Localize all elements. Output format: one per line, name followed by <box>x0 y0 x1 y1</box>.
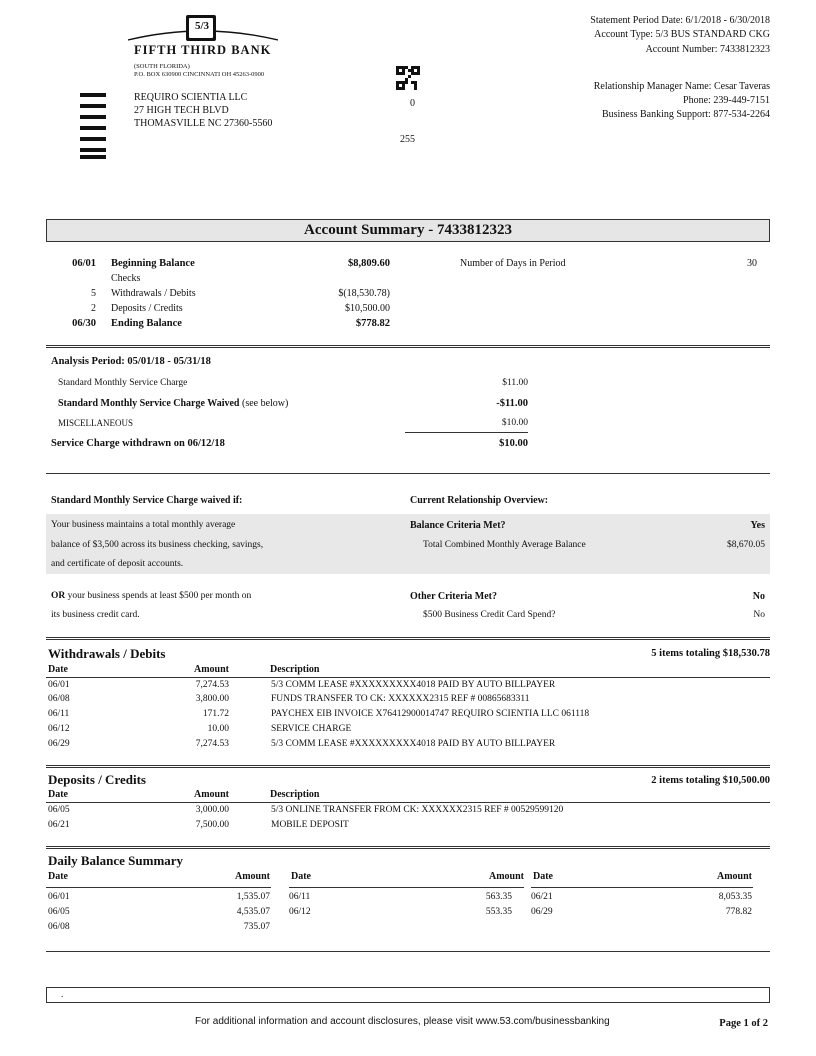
or-word: OR <box>51 591 66 601</box>
row-description: 5/3 COMM LEASE #XXXXXXXXX4018 PAID BY AUTO BILLPAYER <box>271 739 556 749</box>
header-rule <box>289 887 524 888</box>
waiver-title: Standard Monthly Service Charge waived if: <box>51 495 243 506</box>
customer-name: REQUIRO SCIENTIA LLC <box>134 92 248 103</box>
row-description: 5/3 COMM LEASE #XXXXXXXXX4018 PAID BY AUTO BILLPAYER <box>271 680 556 690</box>
waiver-or-row <box>51 591 251 601</box>
summary-label: Withdrawals / Debits <box>111 288 196 299</box>
row-description: MOBILE DEPOSIT <box>271 820 349 830</box>
balance-criteria-value: Yes <box>750 520 765 531</box>
summary-label: Ending Balance <box>111 318 182 329</box>
row-date: 06/08 <box>48 694 70 704</box>
header-rule <box>46 887 271 888</box>
page-number: Page 1 of 2 <box>719 1018 768 1029</box>
row-amount: 4,535.07 <box>236 907 270 917</box>
summary-amount: $10,500.00 <box>345 303 390 314</box>
customer-street: 27 HIGH TECH BLVD <box>134 105 229 116</box>
divider <box>46 345 770 348</box>
service-charge-withdrawn-amount: $10.00 <box>499 438 528 449</box>
bank-address: P.O. BOX 630900 CINCINNATI OH 45263-0900 <box>134 71 265 78</box>
row-date: 06/01 <box>48 892 70 902</box>
footer-info: For additional information and account disclosures, please visit www.53.com/businessbanking <box>195 1016 610 1027</box>
col-header-date: Date <box>533 871 553 882</box>
service-charge-withdrawn-label: Service Charge withdrawn on 06/12/18 <box>51 438 225 449</box>
row-date: 06/01 <box>48 680 70 690</box>
support-phone: Business Banking Support: 877-534-2264 <box>601 109 770 120</box>
bank-region: (SOUTH FLORIDA) <box>134 63 190 70</box>
row-amount: 735.07 <box>243 922 270 932</box>
bank-name: FIFTH THIRD BANK <box>134 43 272 57</box>
row-description: 5/3 ONLINE TRANSFER FROM CK: XXXXXX2315 REF # 00529599120 <box>271 805 564 815</box>
col-header-amount: Amount <box>193 789 229 800</box>
misc-amount: $10.00 <box>501 418 528 428</box>
divider <box>46 846 770 849</box>
row-amount: 553.35 <box>485 907 512 917</box>
account-number: Account Number: 7433812323 <box>645 44 770 55</box>
row-description: SERVICE CHARGE <box>271 724 352 734</box>
withdrawals-title: Withdrawals / Debits <box>48 646 166 661</box>
row-date: 06/29 <box>531 907 553 917</box>
row-description: PAYCHEX EIB INVOICE X76412900014747 REQUIRO SCIENTIA LLC 061118 <box>271 709 590 719</box>
analysis-title: Analysis Period: 05/01/18 - 05/31/18 <box>51 356 211 367</box>
combined-balance-value: $8,670.05 <box>727 540 765 550</box>
summary-amount: $(18,530.78) <box>338 288 390 299</box>
customer-city: THOMASVILLE NC 27360-5560 <box>134 118 273 129</box>
footer-message-box <box>46 987 770 1003</box>
row-amount: 3,000.00 <box>195 805 229 815</box>
manager-phone: Phone: 239-449-7151 <box>683 95 770 106</box>
row-date: 06/12 <box>48 724 70 734</box>
charge-waived-row <box>58 398 288 409</box>
header-rule <box>531 887 753 888</box>
col-header-amount: Amount <box>716 871 752 882</box>
divider <box>46 765 770 768</box>
row-amount: 171.72 <box>202 709 229 719</box>
charge-waived-note: (see below) <box>239 398 289 409</box>
summary-date: 06/01 <box>72 258 96 269</box>
row-amount: 3,800.00 <box>195 694 229 704</box>
divider <box>46 473 770 474</box>
deposits-total: 2 items totaling $10,500.00 <box>651 775 770 786</box>
row-date: 06/11 <box>48 709 70 719</box>
statement-period: Statement Period Date: 6/1/2018 - 6/30/2018 <box>590 15 770 26</box>
col-header-date: Date <box>48 789 68 800</box>
col-header-description: Description <box>270 789 320 800</box>
card-spend-value: No <box>753 610 765 620</box>
divider <box>46 951 770 952</box>
row-date: 06/05 <box>48 805 70 815</box>
row-date: 06/21 <box>48 820 70 830</box>
withdrawals-total: 5 items totaling $18,530.78 <box>651 648 770 659</box>
combined-balance-label: Total Combined Monthly Average Balance <box>423 540 586 550</box>
summary-count: 2 <box>91 303 96 314</box>
row-date: 06/21 <box>531 892 553 902</box>
qr-code <box>396 66 420 90</box>
deposits-title: Deposits / Credits <box>48 772 146 787</box>
waiver-text: Your business maintains a total monthly average <box>51 520 236 530</box>
row-date: 06/11 <box>289 892 311 902</box>
summary-label: Checks <box>111 273 141 284</box>
summary-date: 06/30 <box>72 318 96 329</box>
misc-label: MISCELLANEOUS <box>58 418 134 428</box>
subtotal-rule <box>405 432 528 433</box>
col-header-amount: Amount <box>234 871 270 882</box>
account-summary-header <box>46 219 770 242</box>
col-header-date: Date <box>48 664 68 675</box>
row-date: 06/05 <box>48 907 70 917</box>
waiver-text: and certificate of deposit accounts. <box>51 559 184 569</box>
waiver-text: your business spends at least $500 per month on <box>65 591 252 601</box>
monthly-charge-label: Standard Monthly Service Charge <box>58 378 188 388</box>
row-amount: 10.00 <box>207 724 229 734</box>
row-amount: 563.35 <box>485 892 512 902</box>
row-amount: 1,535.07 <box>236 892 270 902</box>
row-date: 06/29 <box>48 739 70 749</box>
col-header-description: Description <box>270 664 320 675</box>
logo-monogram: 5/3 <box>194 20 210 32</box>
other-criteria-value: No <box>752 591 765 602</box>
waiver-text: balance of $3,500 across its business checking, savings, <box>51 540 264 550</box>
account-type: Account Type: 5/3 BUS STANDARD CKG <box>594 29 770 40</box>
col-header-amount: Amount <box>488 871 524 882</box>
row-date: 06/08 <box>48 922 70 932</box>
mail-code-b: 255 <box>400 134 415 145</box>
col-header-amount: Amount <box>193 664 229 675</box>
summary-amount: $778.82 <box>355 318 390 329</box>
footer-box-text: . <box>61 989 64 999</box>
charge-waived-amount: -$11.00 <box>496 398 528 409</box>
waiver-text: its business credit card. <box>51 610 140 620</box>
divider <box>46 637 770 640</box>
header-rule <box>46 677 770 678</box>
row-amount: 7,274.53 <box>195 680 229 690</box>
row-amount: 8,053.35 <box>718 892 752 902</box>
card-spend-label: $500 Business Credit Card Spend? <box>423 610 556 620</box>
monthly-charge-amount: $11.00 <box>502 378 528 388</box>
row-amount: 7,274.53 <box>195 739 229 749</box>
daily-balance-title: Daily Balance Summary <box>48 853 184 868</box>
account-summary-title: Account Summary - 7433812323 <box>304 222 512 238</box>
summary-label: Beginning Balance <box>111 258 195 269</box>
row-amount: 778.82 <box>725 907 752 917</box>
balance-criteria-label: Balance Criteria Met? <box>410 520 506 531</box>
charge-waived-label: Standard Monthly Service Charge Waived <box>58 398 240 409</box>
mail-code-a: 0 <box>410 98 415 109</box>
row-date: 06/12 <box>289 907 311 917</box>
row-amount: 7,500.00 <box>195 820 229 830</box>
col-header-date: Date <box>48 871 68 882</box>
days-in-period-label: Number of Days in Period <box>460 258 566 269</box>
header-rule <box>46 802 770 803</box>
col-header-date: Date <box>291 871 311 882</box>
row-description: FUNDS TRANSFER TO CK: XXXXXX2315 REF # 00865683311 <box>271 694 530 704</box>
relationship-overview-title: Current Relationship Overview: <box>410 495 549 506</box>
summary-count: 5 <box>91 288 96 299</box>
other-criteria-label: Other Criteria Met? <box>410 591 497 602</box>
relationship-manager: Relationship Manager Name: Cesar Taveras <box>593 81 770 92</box>
days-in-period-value: 30 <box>747 258 757 269</box>
summary-label: Deposits / Credits <box>111 303 183 314</box>
summary-amount: $8,809.60 <box>348 258 390 269</box>
